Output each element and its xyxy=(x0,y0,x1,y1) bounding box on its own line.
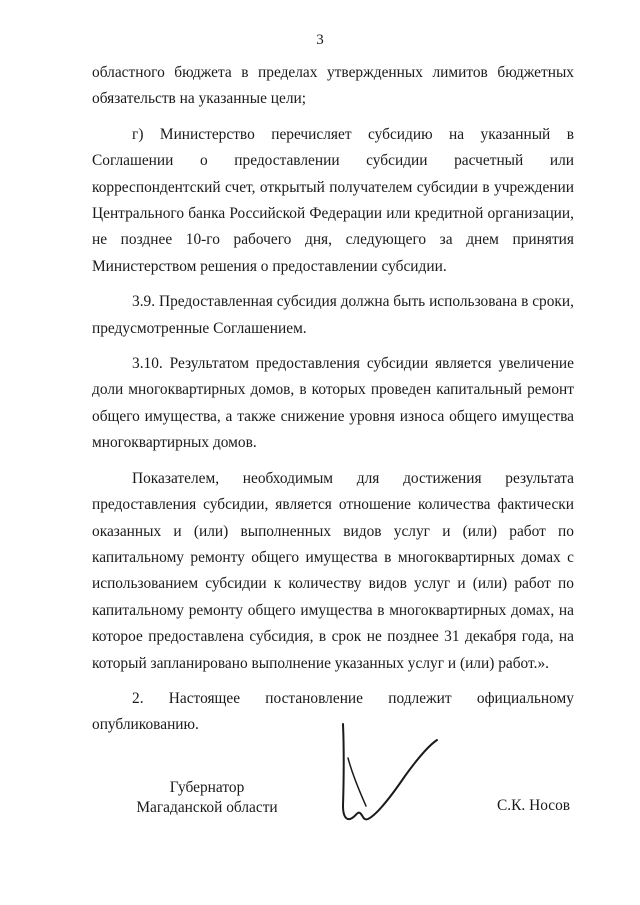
paragraph-budget-limits: областного бюджета в пределах утвержденных лимитов бюджетных обязательств на указанные цели; xyxy=(92,64,574,108)
paragraph-subsidy-transfer: г) Министерство перечисляет субсидию на указанный в Соглашении о предоставлении субсидии расчетный или корреспондентский счет, открытый получателем субсидии в учреждении Центрального банка Российской Федерации или кредитной организации, не позднее 10-го рабочего дня, следующего за днем принятия Министерством решения о предоставлении субсидии. xyxy=(92,125,574,275)
paragraph-publication: 2. Настоящее постановление подлежит официальному опубликованию. xyxy=(92,689,574,734)
signatory-position-line2: Магаданской области xyxy=(136,799,278,816)
paragraph-3-9: 3.9. Предоставленная субсидия должна быть использована в сроки, предусмотренные Соглашением. xyxy=(92,293,574,337)
paragraph-3-10: 3.10. Результатом предоставления субсидии является увеличение доли многоквартирных домов, в которых проведен капитальный ремонт общего имущества, а также снижение уровня износа общего имущества многоквартирных домов. xyxy=(92,355,574,452)
page-number: 3 xyxy=(316,32,324,48)
document-body xyxy=(92,60,574,739)
handwritten-signature xyxy=(330,718,450,838)
paragraph-indicator: Показателем, необходимым для достижения результата предоставления субсидии, является отношение количества фактически оказанных и (или) выполненных видов услуг и (или) работ по капитальному ремонту общего имущества в многоквартирных домах с использованием субсидии к количеству видов услуг и (или) работ по капитальному ремонту общего имущества в многоквартирных домах, на которое предоставлена субсидия, в срок не позднее 31 декабря года, на который запланировано выполнение указанных услуг и (или) работ.». xyxy=(92,469,574,672)
signatory-name: С.К. Носов xyxy=(497,797,571,814)
signatory-position xyxy=(92,778,322,818)
signatory-position-line1: Губернатор xyxy=(169,779,245,796)
